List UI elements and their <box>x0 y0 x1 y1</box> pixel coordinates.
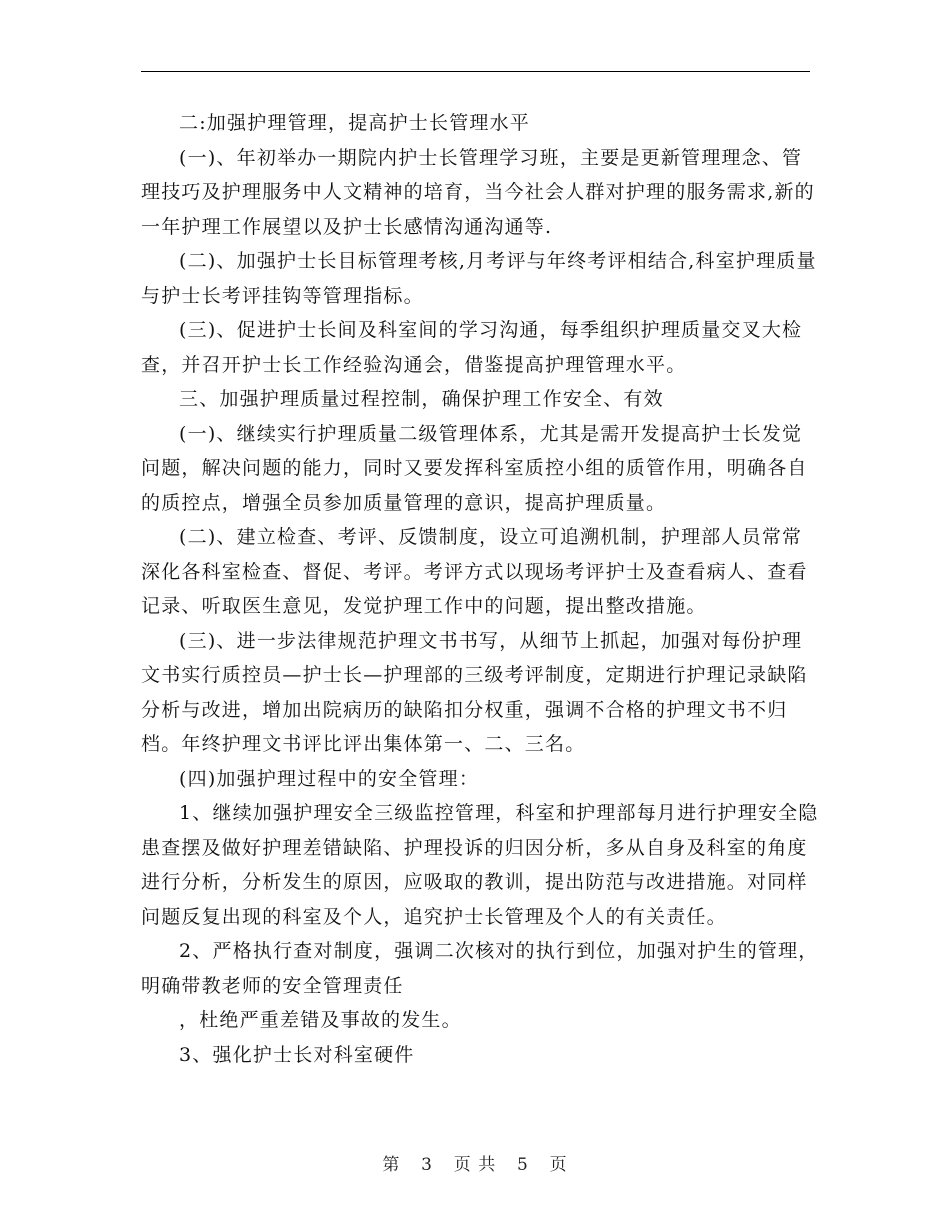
subsection-heading: (四)加强护理过程中的安全管理： <box>179 767 480 790</box>
total-pages-number: 5 <box>517 1155 529 1175</box>
paragraph: (二)、加强护士长目标管理考核,月考评与年终考评相结合,科室护理质量与护士长考评挂钩等管理指标。 <box>141 250 817 307</box>
paragraph: (三)、进一步法律规范护理文书书写，从细节上抓起，加强对每份护理文书实行质控员—护士长—护理部的三级考评制度，定期进行护理记录缺陷分析与改进，增加出院病历的缺陷扣分权重，强调不合格的护理文书不归档。年终护理文书评比评出集体第一、二、三名。 <box>141 629 808 755</box>
section-heading-2: 二:加强护理管理，提高护士长管理水平 <box>179 112 531 134</box>
footer-suffix: 页 <box>549 1155 568 1175</box>
paragraph: (一)、继续实行护理质量二级管理体系，尤其是需开发提高护士长发觉问题，解决问题的能力，同时又要发挥科室质控小组的质管作用，明确各自的质控点，增强全员参加质量管理的意识，提高护理质量。 <box>141 422 808 514</box>
paragraph: 1、继续加强护理安全三级监控管理，科室和护理部每月进行护理安全隐患查摆及做好护理差错缺陷、护理投诉的归因分析，多从自身及科室的角度进行分析，分析发生的原因，应吸取的教训，提出防范与改进措施。对同样问题反复出现的科室及个人，追究护士长管理及个人的有关责任。 <box>141 802 819 928</box>
paragraph-continuation: ，杜绝严重差错及事故的发生。 <box>179 1009 462 1031</box>
document-body <box>141 106 821 1072</box>
paragraph: (二)、建立检查、考评、反馈制度，设立可追溯机制，护理部人员常常深化各科室检查、督促、考评。考评方式以现场考评护士及查看病人、查看记录、听取医生意见，发觉护理工作中的问题，提出整改措施。 <box>141 526 808 617</box>
paragraph: (一)、年初举办一期院内护士长管理学习班，主要是更新管理理念、管理技巧及护理服务中人文精神的培育，当今社会人群对护理的服务需求,新的一年护理工作展望以及护士长感情沟通沟通等. <box>141 146 815 238</box>
paragraph: 2、严格执行查对制度，强调二次核对的执行到位，加强对护生的管理，明确带教老师的安全管理责任 <box>141 940 819 997</box>
section-heading-3: 三、加强护理质量过程控制，确保护理工作安全、有效 <box>179 388 664 410</box>
current-page-number: 3 <box>421 1155 433 1175</box>
paragraph: 3、强化护士长对科室硬件 <box>179 1043 415 1066</box>
paragraph: (三)、促进护士长间及科室间的学习沟通，每季组织护理质量交叉大检查，并召开护士长工作经验沟通会，借鉴提高护理管理水平。 <box>141 319 803 376</box>
footer-prefix: 第 <box>382 1155 401 1175</box>
footer-middle: 页 共 <box>453 1155 497 1175</box>
page-footer <box>0 1150 950 1175</box>
header-rule <box>141 71 810 72</box>
